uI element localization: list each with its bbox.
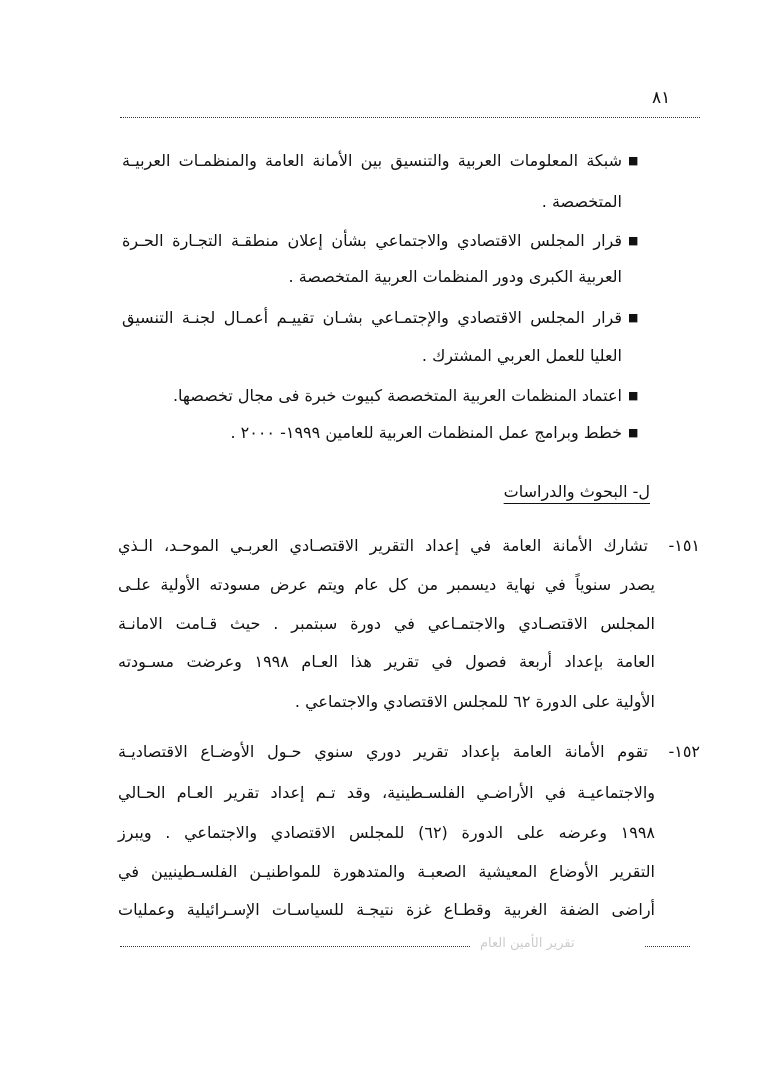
- paragraph-line: تقوم الأمانة العامة بإعداد تقرير دوري سنوي حـول الأوضـاع الاقتصاديـة: [118, 742, 648, 761]
- paragraph-line: تشارك الأمانة العامة في إعداد التقرير الاقتصـادي العربـي الموحـد، الـذي: [118, 536, 648, 555]
- paragraph-line: والاجتماعيـة في الأراضـي الفلسـطينية، وقد تـم إعداد تقرير العـام الحـالي: [118, 783, 655, 802]
- bullet-line: اعتماد المنظمات العربية المتخصصة كبيوت خبرة فى مجال تخصصها.: [172, 386, 622, 405]
- bullet-line: العربية الكبرى ودور المنظمات العربية المتخصصة .: [288, 267, 622, 286]
- bullet-icon: ■: [628, 234, 639, 247]
- bullet-icon: ■: [628, 311, 639, 324]
- bullet-icon: ■: [628, 389, 639, 402]
- bullet-line: المتخصصة .: [541, 192, 622, 211]
- footer-rule-right: [645, 946, 690, 947]
- footer-rule: [120, 946, 470, 947]
- bullet-line: قرار المجلس الاقتصادي والإجتمـاعي بشـان تقييـم أعمـال لجنـة التنسيق: [122, 308, 622, 327]
- bullet-line: خطط وبرامج عمل المنظمات العربية للعامين ١٩٩٩- ٢٠٠٠ .: [230, 423, 622, 442]
- paragraph-line: ١٩٩٨ وعرضه على الدورة (٦٢) للمجلس الاقتصادي والاجتماعي . ويبرز: [118, 823, 656, 842]
- paragraph-line: التقرير الأوضاع المعيشية الصعبـة والمتدهورة للمواطنيـن الفلسـطينيين في: [118, 862, 655, 881]
- header-rule: [120, 117, 700, 118]
- bullet-icon: ■: [628, 154, 639, 167]
- page-number: ٨١: [652, 88, 671, 108]
- bullet-line: شبكة المعلومات العربية والتنسيق بين الأمانة العامة والمنظمـات العربيـة: [122, 151, 622, 170]
- paragraph-line: الأولية على الدورة ٦٢ للمجلس الاقتصادي والاجتماعي .: [294, 692, 655, 711]
- footer-watermark: تقرير الأمين العام: [480, 936, 575, 951]
- section-heading: ل- البحوث والدراسات: [503, 482, 650, 501]
- paragraph-number: ١٥١-: [668, 536, 700, 555]
- bullet-line: العليا للعمل العربي المشترك .: [421, 346, 622, 365]
- paragraph-line: يصدر سنوياً في نهاية ديسمبر من كل عام ويتم عرض مسودته الأولية علـى: [118, 575, 655, 594]
- bullet-icon: ■: [628, 426, 639, 439]
- paragraph-number: ١٥٢-: [668, 742, 700, 761]
- paragraph-line: المجلس الاقتصـادي والاجتمـاعي في دورة سبتمبر . حيث قـامت الامانـة: [118, 614, 655, 633]
- paragraph-line: العامة بإعداد أربعة فصول في تقرير هذا العـام ١٩٩٨ وعرضت مسـودته: [118, 652, 656, 671]
- bullet-line: قرار المجلس الاقتصادي والاجتماعي بشأن إعلان منطقـة التجـارة الحـرة: [122, 231, 622, 250]
- paragraph-line: أراضى الضفة الغربية وقطـاع غزة نتيجـة للسياسـات الإسـرائيلية وعمليات: [118, 900, 655, 919]
